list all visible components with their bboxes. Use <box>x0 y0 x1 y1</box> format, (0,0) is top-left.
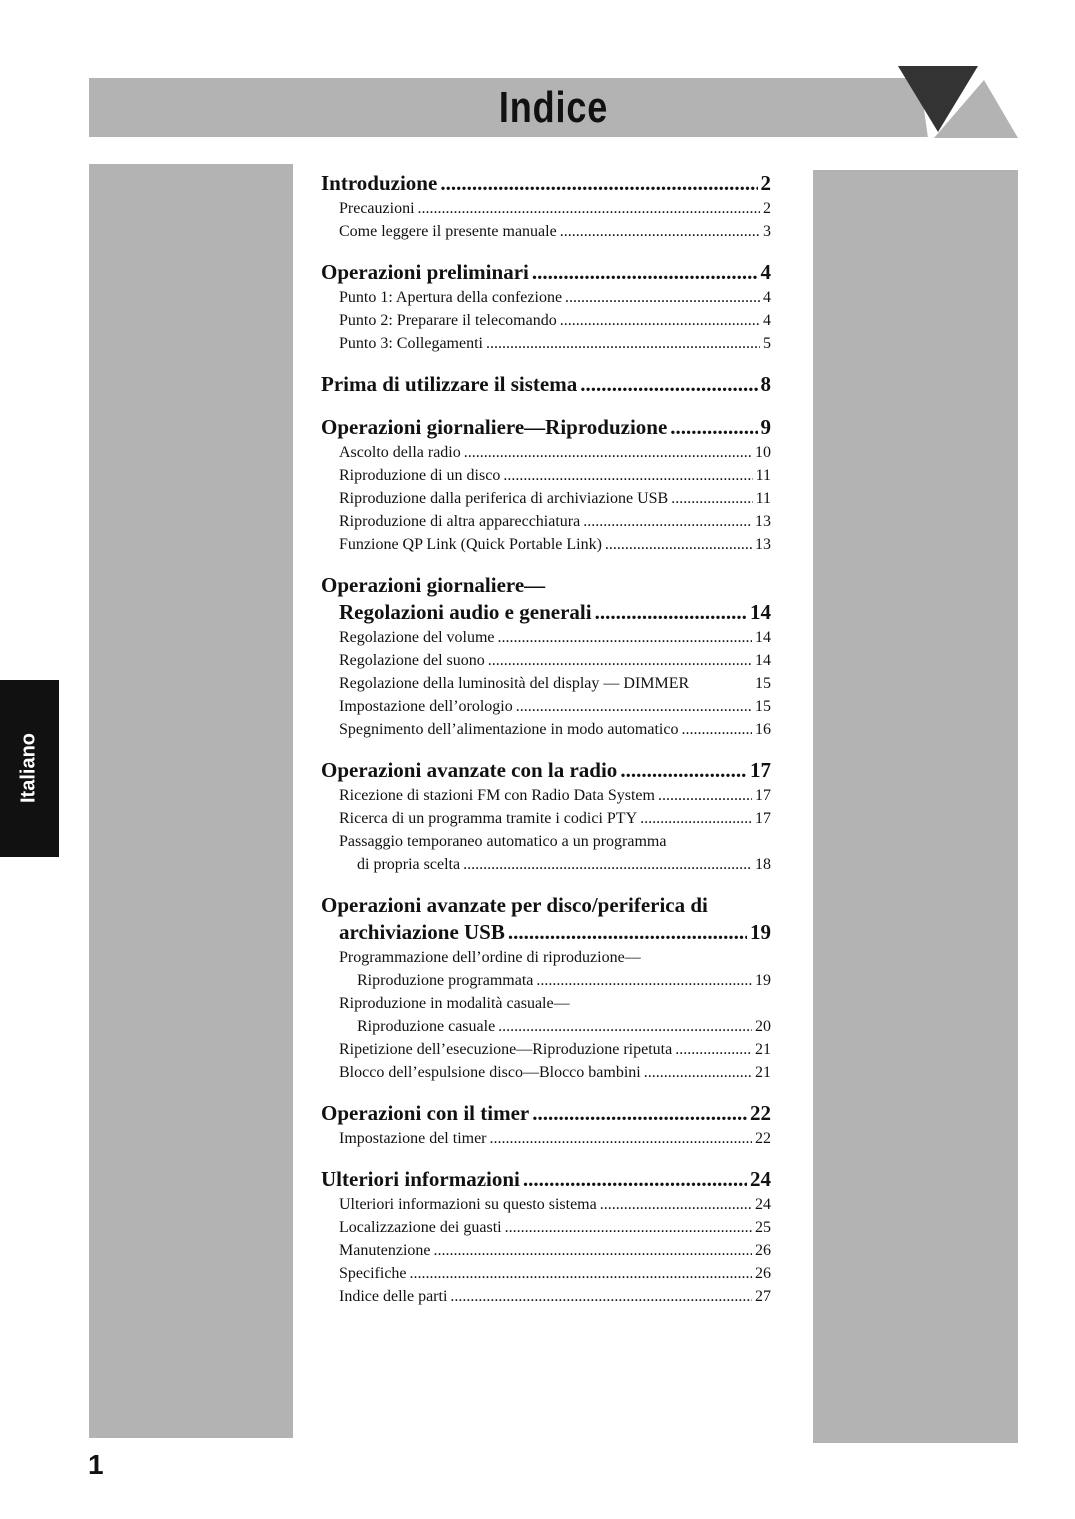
toc-heading[interactable]: Ulteriori informazioni ..... 24 <box>321 1166 771 1193</box>
toc-entry[interactable]: Come leggere il presente manuale ..... 3 <box>321 220 771 243</box>
toc-section <box>321 371 771 398</box>
toc-heading[interactable]: Regolazioni audio e generali ..... 14 <box>321 599 771 626</box>
toc-entry-line[interactable]: Programmazione dell’ordine di riproduzione— <box>339 949 641 966</box>
toc-section <box>321 892 771 1084</box>
toc-entry[interactable]: Ricezione di stazioni FM con Radio Data System ..... 17 <box>321 784 771 807</box>
toc-section <box>321 414 771 556</box>
toc-section <box>321 259 771 355</box>
toc-entry[interactable]: Blocco dell’espulsione disco—Blocco bambini ..... 21 <box>321 1061 771 1084</box>
toc-entry[interactable]: Funzione QP Link (Quick Portable Link) ..... 13 <box>321 533 771 556</box>
toc-entry-line[interactable]: Passaggio temporaneo automatico a un programma <box>339 833 667 850</box>
page-title: Indice <box>498 83 609 132</box>
toc-entry-line[interactable]: Riproduzione in modalità casuale— <box>339 995 570 1012</box>
toc-entry[interactable]: Specifiche ..... 26 <box>321 1262 771 1285</box>
toc-entry[interactable]: Impostazione del timer ..... 22 <box>321 1127 771 1150</box>
toc-entry[interactable]: Regolazione del suono ..... 14 <box>321 649 771 672</box>
toc-entry[interactable]: Impostazione dell’orologio ..... 15 <box>321 695 771 718</box>
toc-entry[interactable]: Punto 2: Preparare il telecomando ..... 4 <box>321 309 771 332</box>
toc-section <box>321 1166 771 1308</box>
toc-entry[interactable]: Punto 1: Apertura della confezione ..... 4 <box>321 286 771 309</box>
toc-heading[interactable]: Operazioni preliminari ..... 4 <box>321 259 771 286</box>
title-bar <box>89 78 1018 137</box>
toc-entry[interactable]: Ripetizione dell’esecuzione—Riproduzione ripetuta ..... 21 <box>321 1038 771 1061</box>
toc-heading[interactable]: Operazioni con il timer ..... 22 <box>321 1100 771 1127</box>
toc-entry[interactable]: Punto 3: Collegamenti ..... 5 <box>321 332 771 355</box>
toc-entry[interactable]: Riproduzione di un disco ..... 11 <box>321 464 771 487</box>
toc-entry[interactable]: Indice delle parti ..... 27 <box>321 1285 771 1308</box>
toc-section <box>321 170 771 243</box>
toc-entry[interactable]: di propria scelta ..... 18 <box>321 853 771 876</box>
toc-section <box>321 1100 771 1150</box>
toc-heading[interactable]: archiviazione USB ..... 19 <box>321 919 771 946</box>
toc-entry[interactable]: Riproduzione dalla periferica di archiviazione USB ..... 11 <box>321 487 771 510</box>
toc-entry[interactable]: Riproduzione programmata ..... 19 <box>321 969 771 992</box>
toc-heading[interactable]: Operazioni giornaliere—Riproduzione ..... 9 <box>321 414 771 441</box>
language-label: Italiano <box>17 732 40 804</box>
toc-entry[interactable]: Ricerca di un programma tramite i codici PTY ..... 17 <box>321 807 771 830</box>
toc-entry[interactable]: Regolazione del volume ..... 14 <box>321 626 771 649</box>
toc-entry[interactable]: Ascolto della radio ..... 10 <box>321 441 771 464</box>
toc-heading-line[interactable]: Operazioni giornaliere— <box>321 573 546 597</box>
toc-heading[interactable]: Prima di utilizzare il sistema ..... 8 <box>321 371 771 398</box>
down-triangle-icon <box>898 66 1020 138</box>
toc-heading[interactable]: Introduzione ..... 2 <box>321 170 771 197</box>
toc-entry[interactable]: Manutenzione ..... 26 <box>321 1239 771 1262</box>
toc-entry[interactable]: Regolazione della luminosità del display — DIMMER 15 <box>339 675 771 692</box>
toc-entry[interactable]: Spegnimento dell’alimentazione in modo automatico ..... 16 <box>321 718 771 741</box>
right-margin-column <box>813 170 1018 1443</box>
toc-entry[interactable]: Riproduzione casuale ..... 20 <box>321 1015 771 1038</box>
toc-section <box>321 572 771 741</box>
page-number: 1 <box>88 1449 104 1480</box>
toc-section <box>321 757 771 876</box>
toc-entry[interactable]: Riproduzione di altra apparecchiatura ..... 13 <box>321 510 771 533</box>
toc-heading-line[interactable]: Operazioni avanzate per disco/periferica di <box>321 893 708 917</box>
table-of-contents <box>321 170 771 1324</box>
toc-entry[interactable]: Localizzazione dei guasti ..... 25 <box>321 1216 771 1239</box>
toc-entry[interactable]: Precauzioni ..... 2 <box>321 197 771 220</box>
toc-entry[interactable]: Ulteriori informazioni su questo sistema ..... 24 <box>321 1193 771 1216</box>
left-margin-column <box>89 164 293 1438</box>
toc-heading[interactable]: Operazioni avanzate con la radio ..... 17 <box>321 757 771 784</box>
